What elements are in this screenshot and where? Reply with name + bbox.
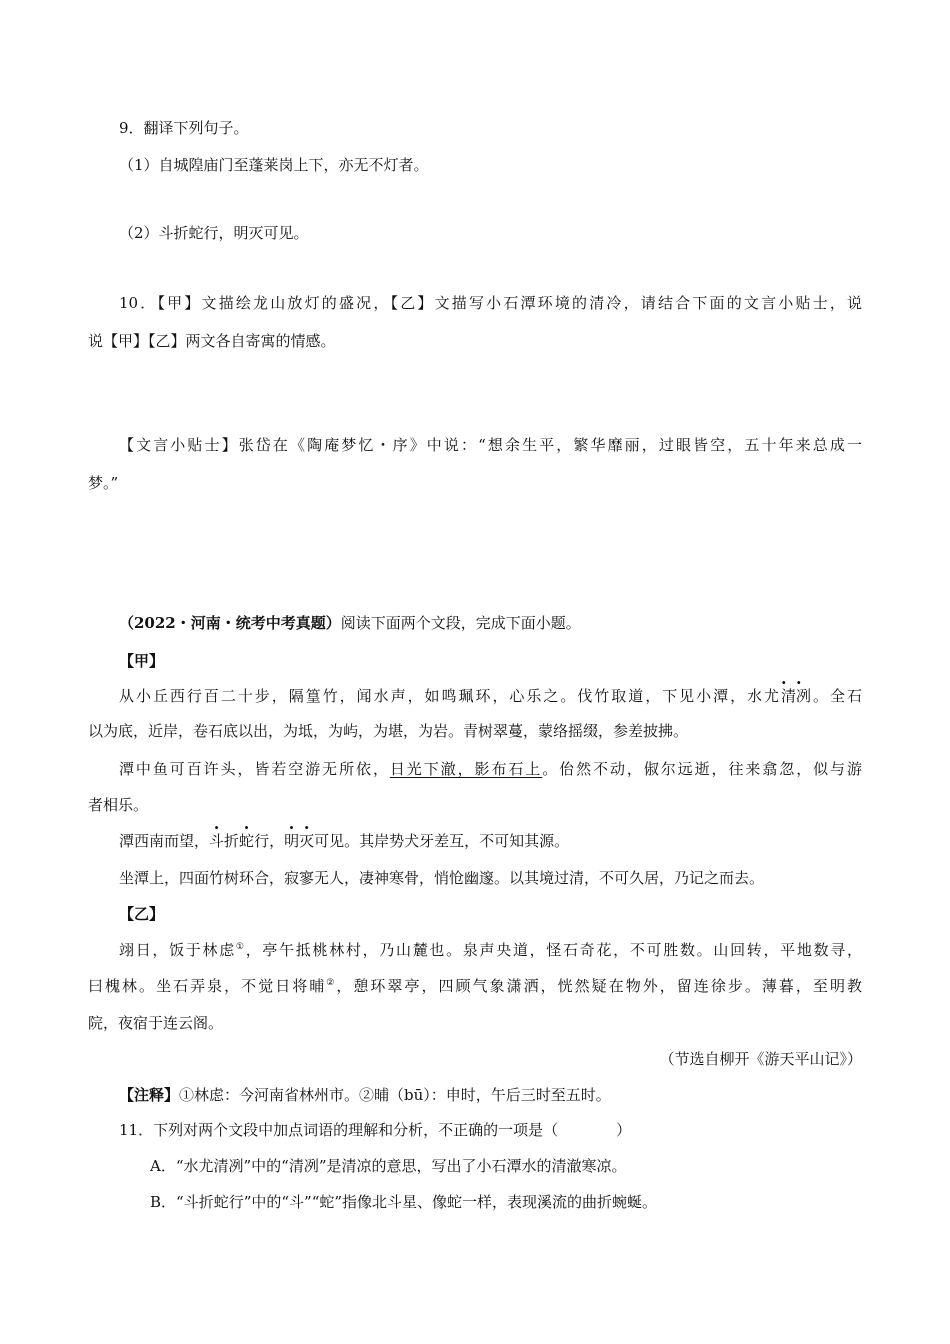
annotation-label: 【注释】 <box>119 1086 180 1104</box>
annotation-text: ①林虑：今河南省林州市。②晡（bū）：申时，午后三时至五时。 <box>179 1086 611 1104</box>
yi-source: （节选自柳开《游天平山记》） <box>659 1050 862 1068</box>
jia-label: 【甲】 <box>119 652 165 670</box>
jia-paragraph-1: 从小丘西行百二十步，隔篁竹，闻水声，如鸣珮环，心乐之。伐竹取道，下见小潭，水尤清冽。全石 <box>119 687 862 705</box>
dotted-char: 灭 <box>299 832 315 850</box>
q9-sentence-2: （2）斗折蛇行，明灭可见。 <box>119 224 309 242</box>
footnote-marker: ① <box>235 942 246 952</box>
dotted-char: 明 <box>284 832 300 850</box>
dotted-char: 清 <box>781 687 797 705</box>
q9-sentence-1: （1）自城隍庙门至蓬莱岗上下，亦无不灯者。 <box>119 156 429 174</box>
dotted-char: 斗 <box>209 832 225 850</box>
q11-option-b: B．“斗折蛇行”中的“斗”“蛇”指像北斗星、像蛇一样，表现溪流的曲折蜿蜒。 <box>150 1193 658 1211</box>
tip-line-2: 梦。” <box>88 474 119 492</box>
q10-line-2: 说【甲】【乙】两文各自寄寓的情感。 <box>88 332 336 350</box>
exam-source: （2022・河南・统考中考真题） <box>119 614 341 632</box>
q10-line-1: 10．【甲】文描绘龙山放灯的盛况，【乙】文描写小石潭环境的清冷，请结合下面的文言小贴士，说 <box>119 294 862 312</box>
dotted-char: 蛇 <box>239 832 255 850</box>
q11-stem: 11．下列对两个文段中加点词语的理解和分析，不正确的一项是（ ） <box>119 1121 632 1139</box>
q11-option-a: A．“水尤清冽”中的“清冽”是清凉的意思，写出了小石潭水的清澈寒凉。 <box>150 1157 627 1175</box>
section-instruction: 阅读下面两个文段，完成下面小题。 <box>340 614 581 632</box>
jia-paragraph-3: 潭西南而望，斗折蛇行，明灭可见。其岸势犬牙差互，不可知其源。 <box>119 832 570 850</box>
yi-line-1: 翊日，饭于林虑①，亭午抵桃林村，乃山麓也。泉声央道，怪石奇花，不可胜数。山回转，平地数寻， <box>119 941 862 959</box>
q9-title: 9．翻译下列句子。 <box>119 119 249 137</box>
dotted-char: 冽 <box>796 687 812 705</box>
tip-line-1: 【文言小贴士】张岱在《陶庵梦忆・序》中说：“想余生平，繁华靡丽，过眼皆空，五十年来总成一 <box>119 436 862 454</box>
footnote-marker: ② <box>326 978 337 988</box>
section-heading <box>119 613 862 633</box>
yi-label: 【乙】 <box>119 905 165 923</box>
yi-line-3: 院，夜宿于连云阁。 <box>88 1014 224 1032</box>
jia-paragraph-2: 潭中鱼可百许头，皆若空游无所依，日光下澈，影布石上。佁然不动，俶尔远逝，往来翕忽，似与游 <box>119 760 862 778</box>
jia-paragraph-4: 坐潭上，四面竹树环合，寂寥无人，凄神寒骨，悄怆幽邃。以其境过清，不可久居，乃记之而去。 <box>119 869 765 887</box>
jia-paragraph-2-line-2: 者相乐。 <box>88 796 149 814</box>
underlined-sentence: 日光下澈，影布石上 <box>389 760 543 778</box>
annotation <box>119 1085 862 1105</box>
yi-line-2: 曰槐林。坐石弄泉，不觉日将晡②，憩环翠亭，四顾气象潇洒，恍然疑在物外，留连徐步。薄暮，至明教 <box>88 977 862 995</box>
jia-paragraph-1-line-2: 以为底，近岸，卷石底以出，为坻，为屿，为堪，为岩。青树翠蔓，蒙络摇缀，参差披拂。 <box>88 722 689 740</box>
